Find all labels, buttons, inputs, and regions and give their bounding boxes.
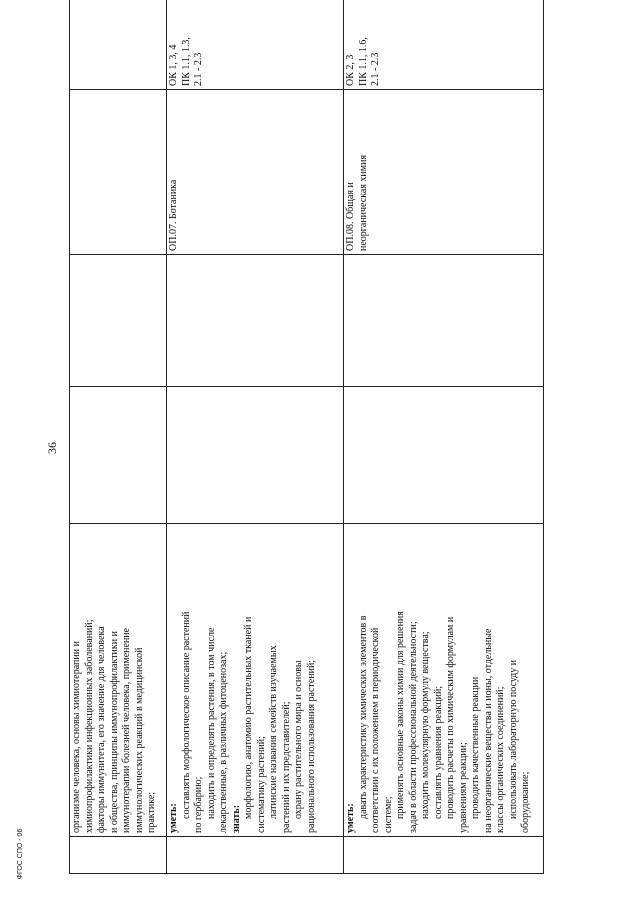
text-line: иммунотерапии болезней человека, применение [121, 627, 132, 833]
table-cell [167, 387, 344, 524]
text-line: соответствии с их положением в периодической [370, 627, 381, 833]
know-label: знать: [230, 804, 242, 833]
text-line: по гербарию; [193, 776, 204, 833]
discipline-cell [344, 90, 544, 255]
table-cell [167, 837, 344, 874]
text-line: применять основные законы химии для решения [395, 611, 406, 819]
text-line: иммунологических реакций в медицинской [133, 647, 145, 833]
text-line: систематику растений; [255, 736, 267, 833]
text-line: уравнениям реакции; [457, 742, 469, 833]
table-row [70, 0, 167, 874]
discipline-name: ОП.07. Ботаника [168, 179, 179, 251]
page-number: 36 [45, 442, 59, 454]
text-line: классы органических соединений; [495, 686, 506, 833]
text-line: давать характеристику химических элементов в [357, 615, 369, 819]
text-line: находить и определять растения, в том числе [205, 627, 217, 819]
code-line: ОК 2, 3 [345, 54, 356, 86]
code-line: 2.1 - 2.3 [370, 52, 381, 86]
discipline-name: неорганическая химия [357, 154, 369, 251]
table-row [167, 0, 344, 874]
table-row [344, 0, 544, 874]
competency-description-cell [167, 524, 344, 837]
text-line: системе; [382, 796, 394, 833]
text-line: растений и их представителей; [280, 701, 292, 833]
text-line: оборудование; [520, 771, 531, 833]
text-line: составлять уравнения реакций; [432, 685, 444, 819]
rotated-table-container [69, 29, 543, 874]
table-cell [167, 255, 344, 387]
text-line: рационального использования растений; [305, 659, 317, 833]
table-cell [70, 255, 167, 387]
codes-cell [70, 0, 167, 90]
code-line: ПК 1.1, 1.3, [180, 37, 192, 86]
table-cell [344, 837, 544, 874]
discipline-cell [167, 90, 344, 255]
competency-description-cell [70, 524, 167, 837]
competency-table [69, 0, 544, 874]
text-line: проводить расчеты по химическим формулам и [445, 616, 456, 819]
text-line: использовать лабораторную посуду и [507, 659, 519, 819]
skills-label: уметь: [345, 803, 356, 833]
table-cell [344, 387, 544, 524]
text-line: составлять морфологическое описание растений [180, 611, 192, 819]
text-line: охрану растительного мира и основы [293, 660, 304, 819]
text-line: задач в области профессиональной деятельности; [407, 621, 419, 833]
skills-label: уметь: [168, 803, 179, 833]
text-line: практике; [146, 791, 157, 833]
text-line: химиопрофилактики инфекционных заболеваний; [83, 619, 95, 833]
text-line: находить молекулярную формулу вещества; [420, 631, 431, 819]
text-line: на неорганические вещества и ионы, отдельные [482, 628, 494, 833]
code-line: ПК 1.1, 1.6, [357, 37, 369, 86]
text-line: факторы иммунитета, его значение для человека [96, 626, 107, 833]
table-cell [70, 387, 167, 524]
text-line: латинские названия семейств изучаемых [268, 645, 279, 819]
code-line: 2.1 - 2.3 [193, 52, 204, 86]
footer-label: ФГОС СПО - 06 [17, 828, 24, 880]
text-line: организме человека, основы химиотерапии и [71, 641, 82, 833]
text-line: и общества, принципы иммунопрофилактики и [108, 631, 120, 833]
text-line: лекарственные, в различных фитоценозах; [218, 651, 229, 833]
codes-cell [167, 0, 344, 90]
table-cell [344, 255, 544, 387]
discipline-cell [70, 90, 167, 255]
text-line: морфологию, анатомию растительных тканей и [243, 616, 254, 819]
table-cell [70, 837, 167, 874]
text-line: проводить качественные реакции [470, 676, 481, 819]
code-line: ОК 1, 3, 4 [168, 44, 179, 86]
competency-description-cell [344, 524, 544, 837]
discipline-name: ОП.08. Общая и [345, 182, 356, 251]
codes-cell [344, 0, 544, 90]
